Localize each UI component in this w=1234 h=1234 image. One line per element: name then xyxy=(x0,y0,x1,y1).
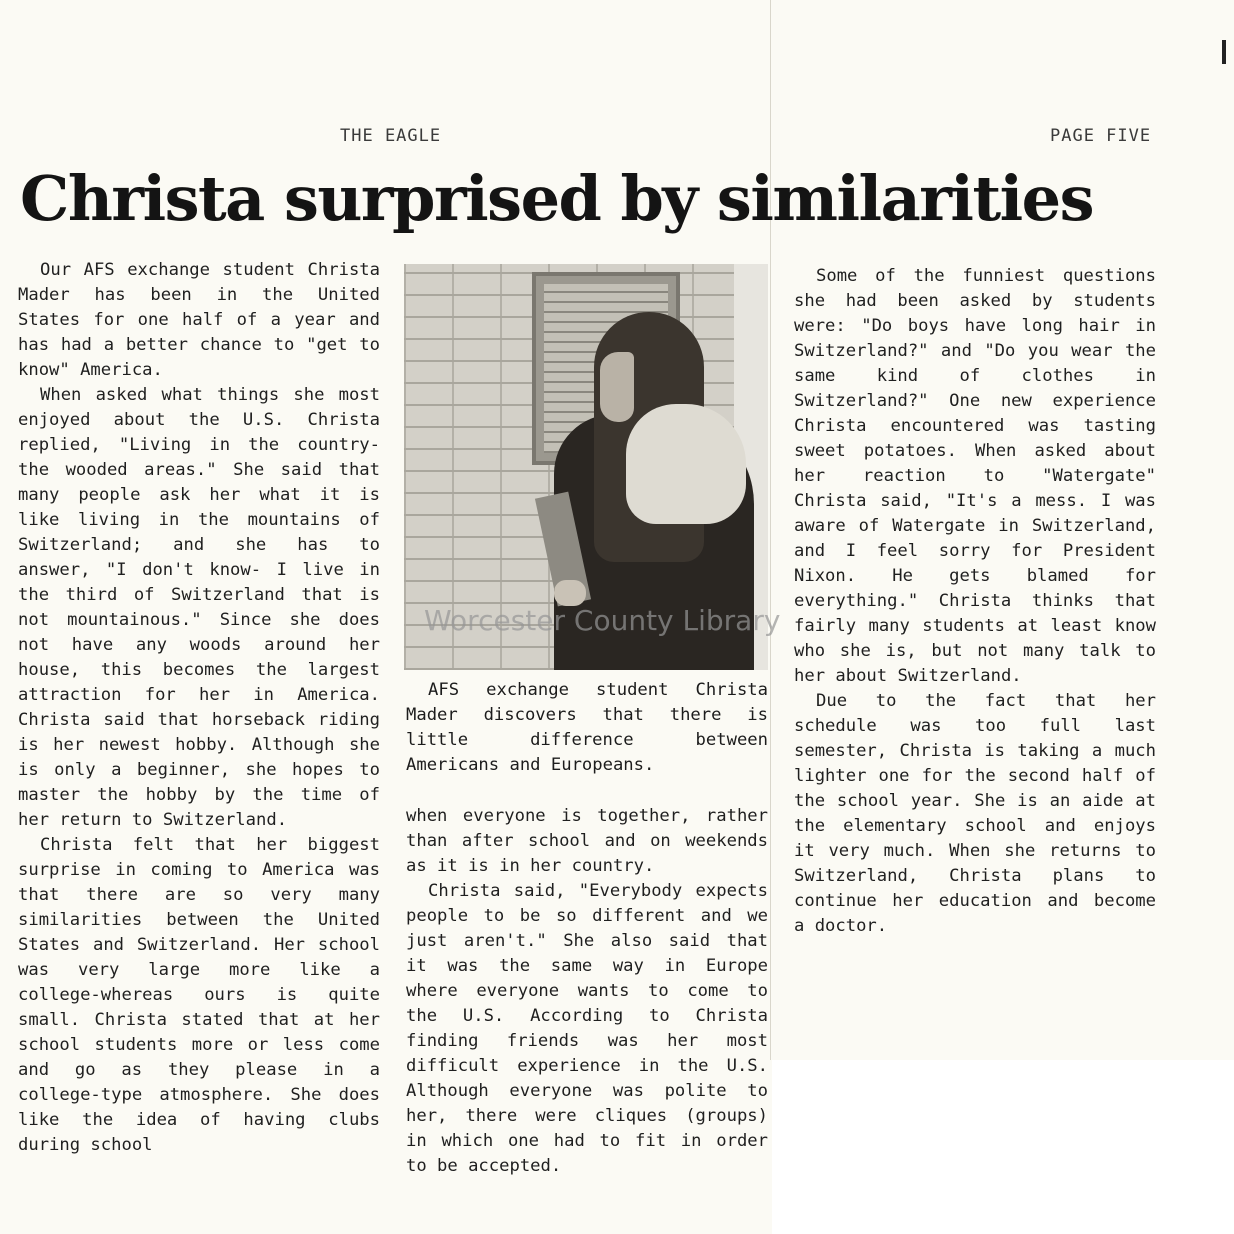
fold-line xyxy=(770,0,771,1060)
paragraph: When asked what things she most enjoyed about the U.S. Christa replied, "Living in the country-the wooded areas." She said that many people ask her what it is like living in the mountains of Switzerland; and she has to answer, "I don't know- I live in the third of Switzerland that is not mountainous." Since she does not have any woods around her house, this becomes the largest attraction for her in America. Christa said that horseback riding is her newest hobby. Although she is only a beginner, she hopes to master the hobby by the time of her return to Switzerland. xyxy=(18,385,380,830)
hand xyxy=(554,580,586,606)
library-watermark: Worcester County Library xyxy=(424,604,781,637)
article-headline: Christa surprised by similarities xyxy=(20,162,1094,235)
page-number: PAGE FIVE xyxy=(1050,126,1152,146)
paragraph: when everyone is together, rather than after school and on weekends as it is in her country. xyxy=(406,806,768,876)
article-column-1 xyxy=(18,258,380,1158)
edge-mark xyxy=(1222,40,1226,64)
clipping-edge xyxy=(772,1060,1234,1234)
student-face xyxy=(600,352,634,422)
paragraph: Our AFS exchange student Christa Mader has been in the United States for one half of a year and has had a better chance to "get to know" America. xyxy=(18,260,380,380)
photo-caption: AFS exchange student Christa Mader discovers that there is little difference between Americans and Europeans. xyxy=(406,680,768,775)
coat-collar xyxy=(626,404,746,524)
paragraph: Christa said, "Everybody expects people to be so different and we just aren't." She also said that it was the same way in Europe where everyone wants to come to the U.S. According to Christa finding friends was her most difficult experience in the U.S. Although everyone was polite to her, there were cliques (groups) in which one had to fit in order to be accepted. xyxy=(406,881,768,1176)
paragraph: Some of the funniest questions she had been asked by students were: "Do boys have long hair in Switzerland?" and "Do you wear the same kind of clothes in Switzerland?" One new experience Christa encountered was tasting sweet potatoes. When asked about her reaction to "Watergate" Christa said, "It's a mess. I was aware of Watergate in Switzerland, and I feel sorry for President Nixon. He gets blamed for everything." Christa thinks that fairly many students at least know who she is, but not many talk to her about Switzerland. xyxy=(794,266,1156,686)
paragraph: Due to the fact that her schedule was too full last semester, Christa is taking a much lighter one for the second half of the school year. She is an aide at the elementary school and enjoys it very much. When she returns to Switzerland, Christa plans to continue her education and become a doctor. xyxy=(794,691,1156,936)
article-column-2 xyxy=(406,804,768,1179)
article-column-3 xyxy=(794,264,1156,939)
paragraph: Christa felt that her biggest surprise in coming to America was that there are so very many similarities between the United States and Switzerland. Her school was very large more like a college-whereas ours is quite small. Christa stated that at her school students more or less come and go as they please in a college-type atmosphere. She does like the idea of having clubs during school xyxy=(18,835,380,1155)
paper-name: THE EAGLE xyxy=(340,126,442,146)
